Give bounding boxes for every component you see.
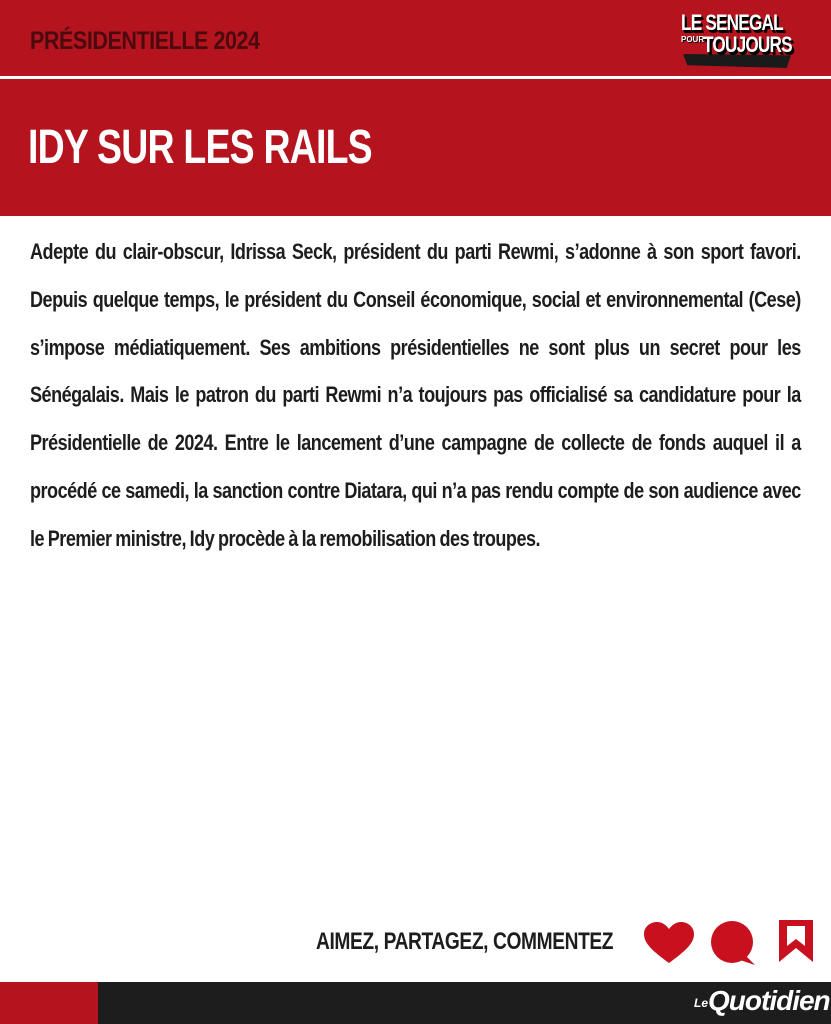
brand-logo-line1: LE SENEGAL [681, 10, 783, 35]
article-body [30, 228, 801, 563]
article-paragraph: Adepte du clair-obscur, Idrissa Seck, président du parti Rewmi, s’adonne à son sport favori. Depuis quelque temps, le président du Conseil économique, social et environnemental (Cese) s’impose médiatiquement. Ses ambitions présidentielles ne sont plus un secret pour les Sénégalais. Mais le patron du parti Rewmi n’a toujours pas officialisé sa candidature pour la Présidentielle de 2024. Entre le lancement d’une campagne de collecte de fonds auquel il a procédé ce samedi, la sanction contre Diatara, qui n’a pas rendu compte de son audience avec le Premier ministre, Idy procède à la remobilisation des troupes. [30, 239, 801, 551]
footer-logo [694, 985, 830, 1017]
section-label: PRÉSIDENTIELLE 2024 [30, 27, 260, 55]
footer-accent [0, 982, 98, 1024]
footer-logo-name: Quotidien [708, 985, 830, 1016]
engagement-cta: AIMEZ, PARTAGEZ, COMMENTEZ [316, 928, 614, 955]
brand-logo [675, 10, 793, 72]
brand-logo-line2: POUR [681, 35, 705, 44]
brand-logo-line3: TOUJOURS [703, 32, 792, 57]
article-headline: IDY SUR LES RAILS [28, 121, 372, 174]
comment-bubble-icon[interactable] [710, 920, 756, 966]
bookmark-icon[interactable] [779, 920, 813, 962]
footer-logo-prefix: Le [694, 996, 709, 1010]
heart-icon[interactable] [644, 922, 694, 964]
